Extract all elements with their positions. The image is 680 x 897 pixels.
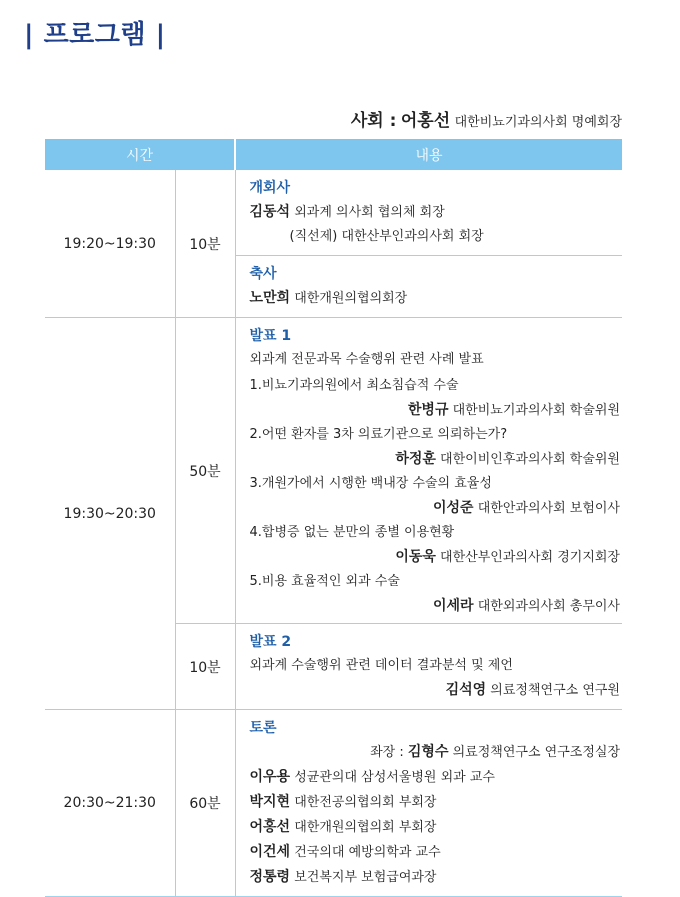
speaker-role: 대한개원의협의회장 bbox=[294, 291, 408, 306]
chair-line bbox=[250, 740, 623, 765]
speaker-role: 대한안과의사회 보험이사 bbox=[477, 501, 620, 516]
speaker-name: 이동욱 bbox=[395, 549, 436, 565]
speaker-name: 하정훈 bbox=[395, 451, 436, 467]
panel-name: 정통령 bbox=[249, 869, 291, 885]
moderator-label: 사회 : bbox=[350, 111, 397, 131]
content-cell bbox=[235, 170, 622, 256]
time-text: 19:20~19:30 bbox=[63, 235, 156, 252]
duration-text: 60분 bbox=[189, 796, 221, 812]
time-cell bbox=[45, 318, 175, 710]
list-item: 4.합병증 없는 분만의 종별 이용현황 bbox=[249, 525, 455, 540]
speaker-line bbox=[250, 678, 623, 703]
speaker-name: 이성준 bbox=[433, 500, 474, 516]
duration-cell bbox=[175, 710, 235, 897]
speaker-line bbox=[250, 545, 623, 570]
chair-label: 좌장 : bbox=[370, 745, 404, 760]
content-cell bbox=[235, 256, 622, 318]
speaker-name: 김동석 bbox=[249, 204, 291, 220]
panel-line bbox=[250, 840, 623, 865]
list-item: 3.개원가에서 시행한 백내장 수술의 효율성 bbox=[249, 476, 492, 491]
list-item: 5.비용 효율적인 외과 수술 bbox=[249, 574, 400, 589]
chair-role: 의료정책연구소 연구조정실장 bbox=[452, 745, 620, 760]
duration-text: 50분 bbox=[189, 463, 221, 480]
speaker-role: 외과계 의사회 협의체 회장 bbox=[294, 205, 445, 220]
panel-role: 대한개원의협의회 부회장 bbox=[294, 820, 437, 835]
panel-role: 건국의대 예방의학과 교수 bbox=[294, 845, 441, 860]
speaker-line bbox=[250, 200, 623, 225]
page-title bbox=[24, 14, 166, 51]
content-cell bbox=[235, 318, 622, 624]
speaker-line bbox=[250, 594, 623, 619]
list-item: 1.비뇨기과의원에서 최소침습적 수술 bbox=[249, 378, 459, 393]
panel-line bbox=[250, 815, 623, 840]
speaker-name: 노만희 bbox=[249, 290, 291, 306]
panel-name: 어홍선 bbox=[249, 819, 291, 835]
program-table bbox=[45, 139, 622, 897]
time-cell bbox=[45, 710, 175, 897]
table-header-row bbox=[45, 139, 622, 170]
moderator-name: 어홍선 bbox=[400, 111, 451, 131]
chair-name: 김형수 bbox=[407, 744, 449, 760]
time-text: 19:30~20:30 bbox=[63, 505, 156, 522]
speaker-role: 대한이비인후과의사회 학술위원 bbox=[440, 452, 620, 467]
section-title: 발표 1 bbox=[249, 328, 292, 344]
panel-role: 대한전공의협의회 부회장 bbox=[294, 795, 437, 810]
duration-cell bbox=[175, 624, 235, 710]
speaker-line bbox=[250, 496, 623, 521]
panel-role: 성균관의대 삼성서울병원 외과 교수 bbox=[294, 770, 495, 785]
panel-line bbox=[250, 765, 623, 790]
speaker-line bbox=[250, 447, 623, 472]
speaker-role-line: (직선제) 대한산부인과의사회 회장 bbox=[289, 229, 484, 244]
panel-role: 보건복지부 보험급여과장 bbox=[294, 870, 437, 885]
duration-text: 10분 bbox=[189, 659, 221, 676]
header-content: 내용 bbox=[235, 139, 622, 170]
panel-name: 이우용 bbox=[249, 769, 291, 785]
panel-name: 박지현 bbox=[249, 794, 291, 810]
speaker-line bbox=[250, 286, 623, 311]
table-row bbox=[45, 318, 622, 624]
moderator-line bbox=[351, 106, 622, 131]
content-cell bbox=[235, 624, 622, 710]
section-title: 개회사 bbox=[249, 180, 291, 196]
section-title: 발표 2 bbox=[249, 634, 292, 650]
content-cell bbox=[235, 710, 622, 897]
duration-text: 10분 bbox=[189, 236, 221, 253]
panel-line bbox=[250, 790, 623, 815]
table-row bbox=[45, 170, 622, 256]
section-subtitle: 외과계 전문과목 수술행위 관련 사례 발표 bbox=[249, 352, 484, 367]
duration-cell bbox=[175, 318, 235, 624]
speaker-name: 이세라 bbox=[433, 598, 474, 614]
time-text: 20:30~21:30 bbox=[63, 795, 156, 811]
speaker-role: 대한산부인과의사회 경기지회장 bbox=[440, 550, 620, 565]
panel-name: 이건세 bbox=[249, 844, 291, 860]
duration-cell bbox=[175, 170, 235, 318]
speaker-name: 한병규 bbox=[407, 402, 449, 418]
title-bar-right: | bbox=[155, 20, 166, 50]
panel-line bbox=[250, 865, 623, 890]
moderator-role: 대한비뇨기과의사회 명예회장 bbox=[454, 115, 622, 130]
speaker-role: 대한비뇨기과의사회 학술위원 bbox=[452, 403, 620, 418]
time-cell bbox=[45, 170, 175, 318]
speaker-line bbox=[250, 398, 623, 423]
speaker-role: 대한외과의사회 총무이사 bbox=[477, 599, 620, 614]
section-title: 토론 bbox=[249, 720, 277, 736]
page-title-text: 프로그램 bbox=[43, 20, 147, 50]
list-item: 2.어떤 환자를 3차 의료기관으로 의뢰하는가? bbox=[249, 427, 508, 442]
speaker-role: 의료정책연구소 연구원 bbox=[490, 683, 620, 698]
table-row bbox=[45, 710, 622, 897]
section-subtitle: 외과계 수술행위 관련 데이터 결과분석 및 제언 bbox=[249, 658, 513, 673]
header-time: 시간 bbox=[45, 139, 235, 170]
section-title: 축사 bbox=[249, 266, 277, 282]
speaker-name: 김석영 bbox=[445, 682, 487, 698]
title-bar-left: | bbox=[24, 20, 34, 50]
